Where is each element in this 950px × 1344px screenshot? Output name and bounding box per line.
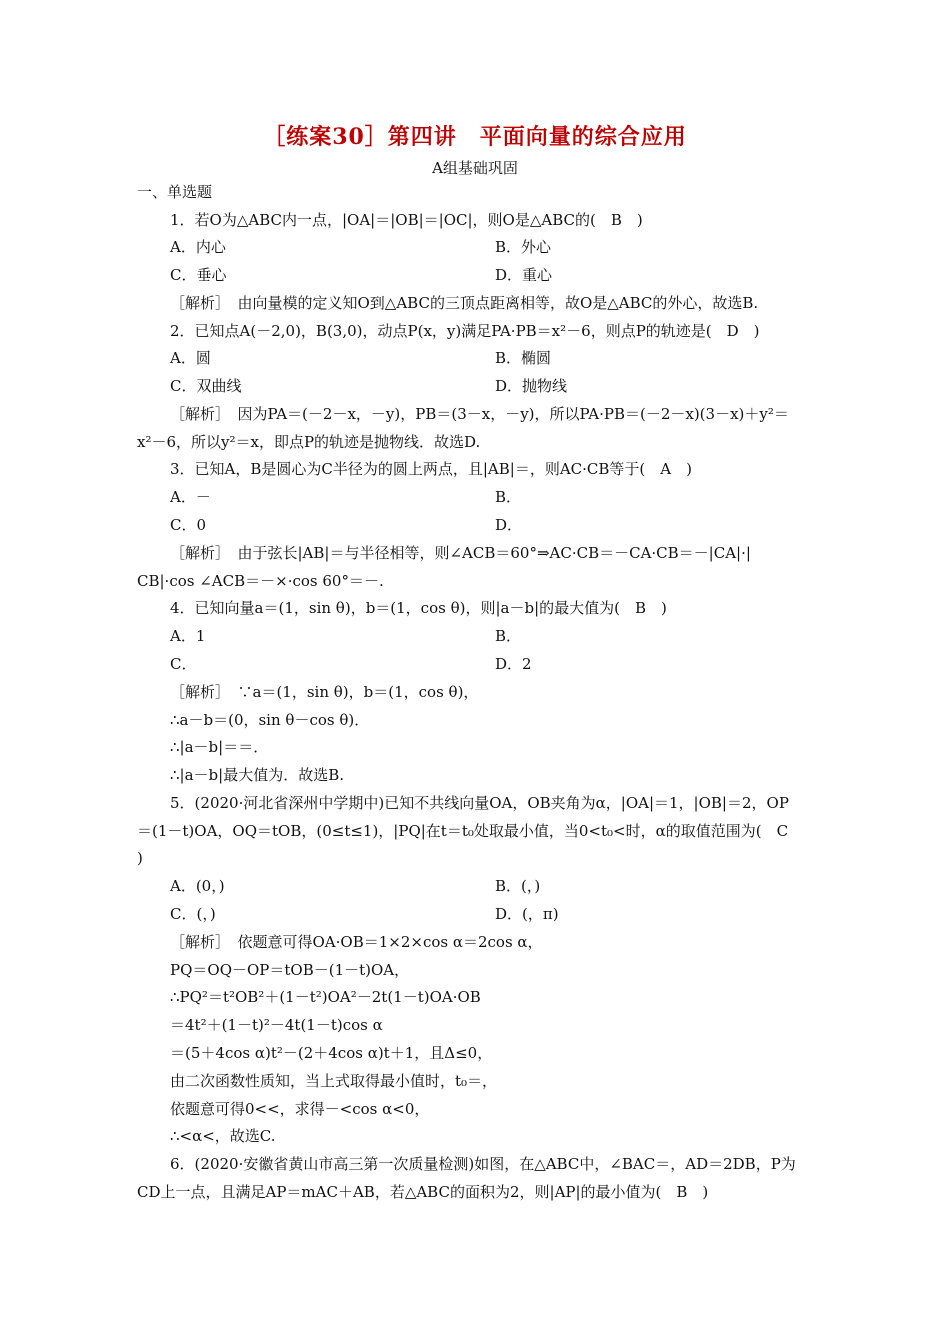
- question-3-solution-line-1: ［解析］ 由于弦长|AB|＝与半径相等，则∠ACB＝60°⇒AC·CB＝－CA·CB＝－|CA|·|: [170, 544, 751, 562]
- question-1-option-c: C．垂心: [170, 266, 227, 284]
- question-1-option-a: A．内心: [170, 238, 226, 256]
- question-6-stem-line-1: 6．(2020·安徽省黄山市高三第一次质量检测)如图，在△ABC中，∠BAC＝，AD＝2DB，P为: [170, 1155, 796, 1173]
- question-3-option-b: B．: [495, 488, 522, 506]
- question-1-stem: 1．若O为△ABC内一点，|OA|＝|OB|＝|OC|，则O是△ABC的( B ): [170, 211, 643, 229]
- question-2-option-a: A．圆: [170, 349, 211, 367]
- question-3-option-c: C．0: [170, 516, 207, 534]
- question-4-solution-line-3: ∴|a－b|＝＝．: [170, 738, 269, 756]
- question-3-option-a: A．－: [170, 488, 211, 506]
- question-5-solution-line-3: ∴PQ²＝t²OB²＋(1－t²)OA²－2t(1－t)OA·OB: [170, 988, 481, 1006]
- question-1-option-d: D．重心: [495, 266, 553, 284]
- question-6-stem-line-2: CD上一点，且满足AP＝mAC＋AB，若△ABC的面积为2，则|AP|的最小值为( B ): [137, 1183, 709, 1201]
- question-4-solution-line-4: ∴|a－b|最大值为．故选B.: [170, 766, 344, 784]
- question-2-option-c: C．双曲线: [170, 377, 242, 395]
- question-5-solution-line-8: ∴<α<，故选C.: [170, 1127, 276, 1145]
- question-5-solution-line-2: PQ＝OQ－OP＝tOB－(1－t)OA，: [170, 961, 410, 979]
- page-title: ［练案30］第四讲 平面向量的综合应用: [263, 124, 687, 150]
- question-4-option-c: C．: [170, 655, 197, 673]
- question-4-option-b: B．: [495, 627, 522, 645]
- question-2-option-b: B．椭圆: [495, 349, 552, 367]
- question-3-stem: 3．已知A，B是圆心为C半径为的圆上两点，且|AB|＝，则AC·CB等于( A ): [170, 460, 692, 478]
- question-1-solution: ［解析］ 由向量模的定义知O到△ABC的三顶点距离相等，故O是△ABC的外心，故选B.: [170, 294, 759, 312]
- question-1-option-b: B．外心: [495, 238, 552, 256]
- question-5-solution-line-1: ［解析］ 依题意可得OA·OB＝1×2×cos α＝2cos α，: [170, 933, 543, 951]
- question-5-solution-line-4: ＝4t²＋(1－t)²－4t(1－t)cos α: [170, 1016, 383, 1034]
- page-subtitle: A组基础巩固: [432, 159, 518, 177]
- question-4-option-d: D．2: [495, 655, 532, 673]
- question-5-solution-line-7: 依题意可得0<<，求得－<cos α<0，: [170, 1100, 430, 1118]
- section-heading: 一、单选题: [137, 183, 213, 201]
- question-5-stem-line-2: ＝(1－t)OA，OQ＝tOB，(0≤t≤1)，|PQ|在t＝t₀处取最小值，当0<t₀<时，α的取值范围为( C: [137, 822, 789, 840]
- question-5-option-c: C．(，): [170, 905, 216, 923]
- question-5-stem-line-1: 5．(2020·河北省深州中学期中)已知不共线向量OA，OB夹角为α，|OA|＝1，|OB|＝2，OP: [170, 794, 789, 812]
- question-4-solution-line-2: ∴a－b＝(0，sin θ－cos θ)．: [170, 711, 370, 729]
- question-2-stem: 2．已知点A(－2,0)，B(3,0)，动点P(x，y)满足PA·PB＝x²－6，则点P的轨迹是( D ): [170, 322, 760, 340]
- question-3-option-d: D．: [495, 516, 523, 534]
- question-4-solution-line-1: ［解析］ ∵a＝(1，sin θ)，b＝(1，cos θ)，: [170, 683, 479, 701]
- question-5-option-a: A．(0，): [170, 877, 225, 895]
- question-2-solution-line-2: x²－6，所以y²＝x，即点P的轨迹是抛物线．故选D.: [137, 433, 481, 451]
- question-5-option-b: B．(，): [495, 877, 541, 895]
- question-3-solution-line-2: CB|·cos ∠ACB＝－×·cos 60°＝－.: [137, 572, 384, 590]
- question-5-solution-line-6: 由二次函数性质知，当上式取得最小值时，t₀＝，: [170, 1072, 498, 1090]
- question-2-solution-line-1: ［解析］ 因为PA＝(－2－x，－y)，PB＝(3－x，－y)，所以PA·PB＝(－2－x)(3－x)＋y²＝: [170, 405, 789, 423]
- question-5-option-d: D．(，π): [495, 905, 559, 923]
- question-2-option-d: D．抛物线: [495, 377, 568, 395]
- question-5-stem-line-3: ): [137, 849, 143, 867]
- question-4-option-a: A．1: [170, 627, 206, 645]
- question-4-stem: 4．已知向量a＝(1，sin θ)，b＝(1，cos θ)，则|a－b|的最大值为( B ): [170, 599, 667, 617]
- question-5-solution-line-5: ＝(5＋4cos α)t²－(2＋4cos α)t＋1，且Δ≤0，: [170, 1044, 493, 1062]
